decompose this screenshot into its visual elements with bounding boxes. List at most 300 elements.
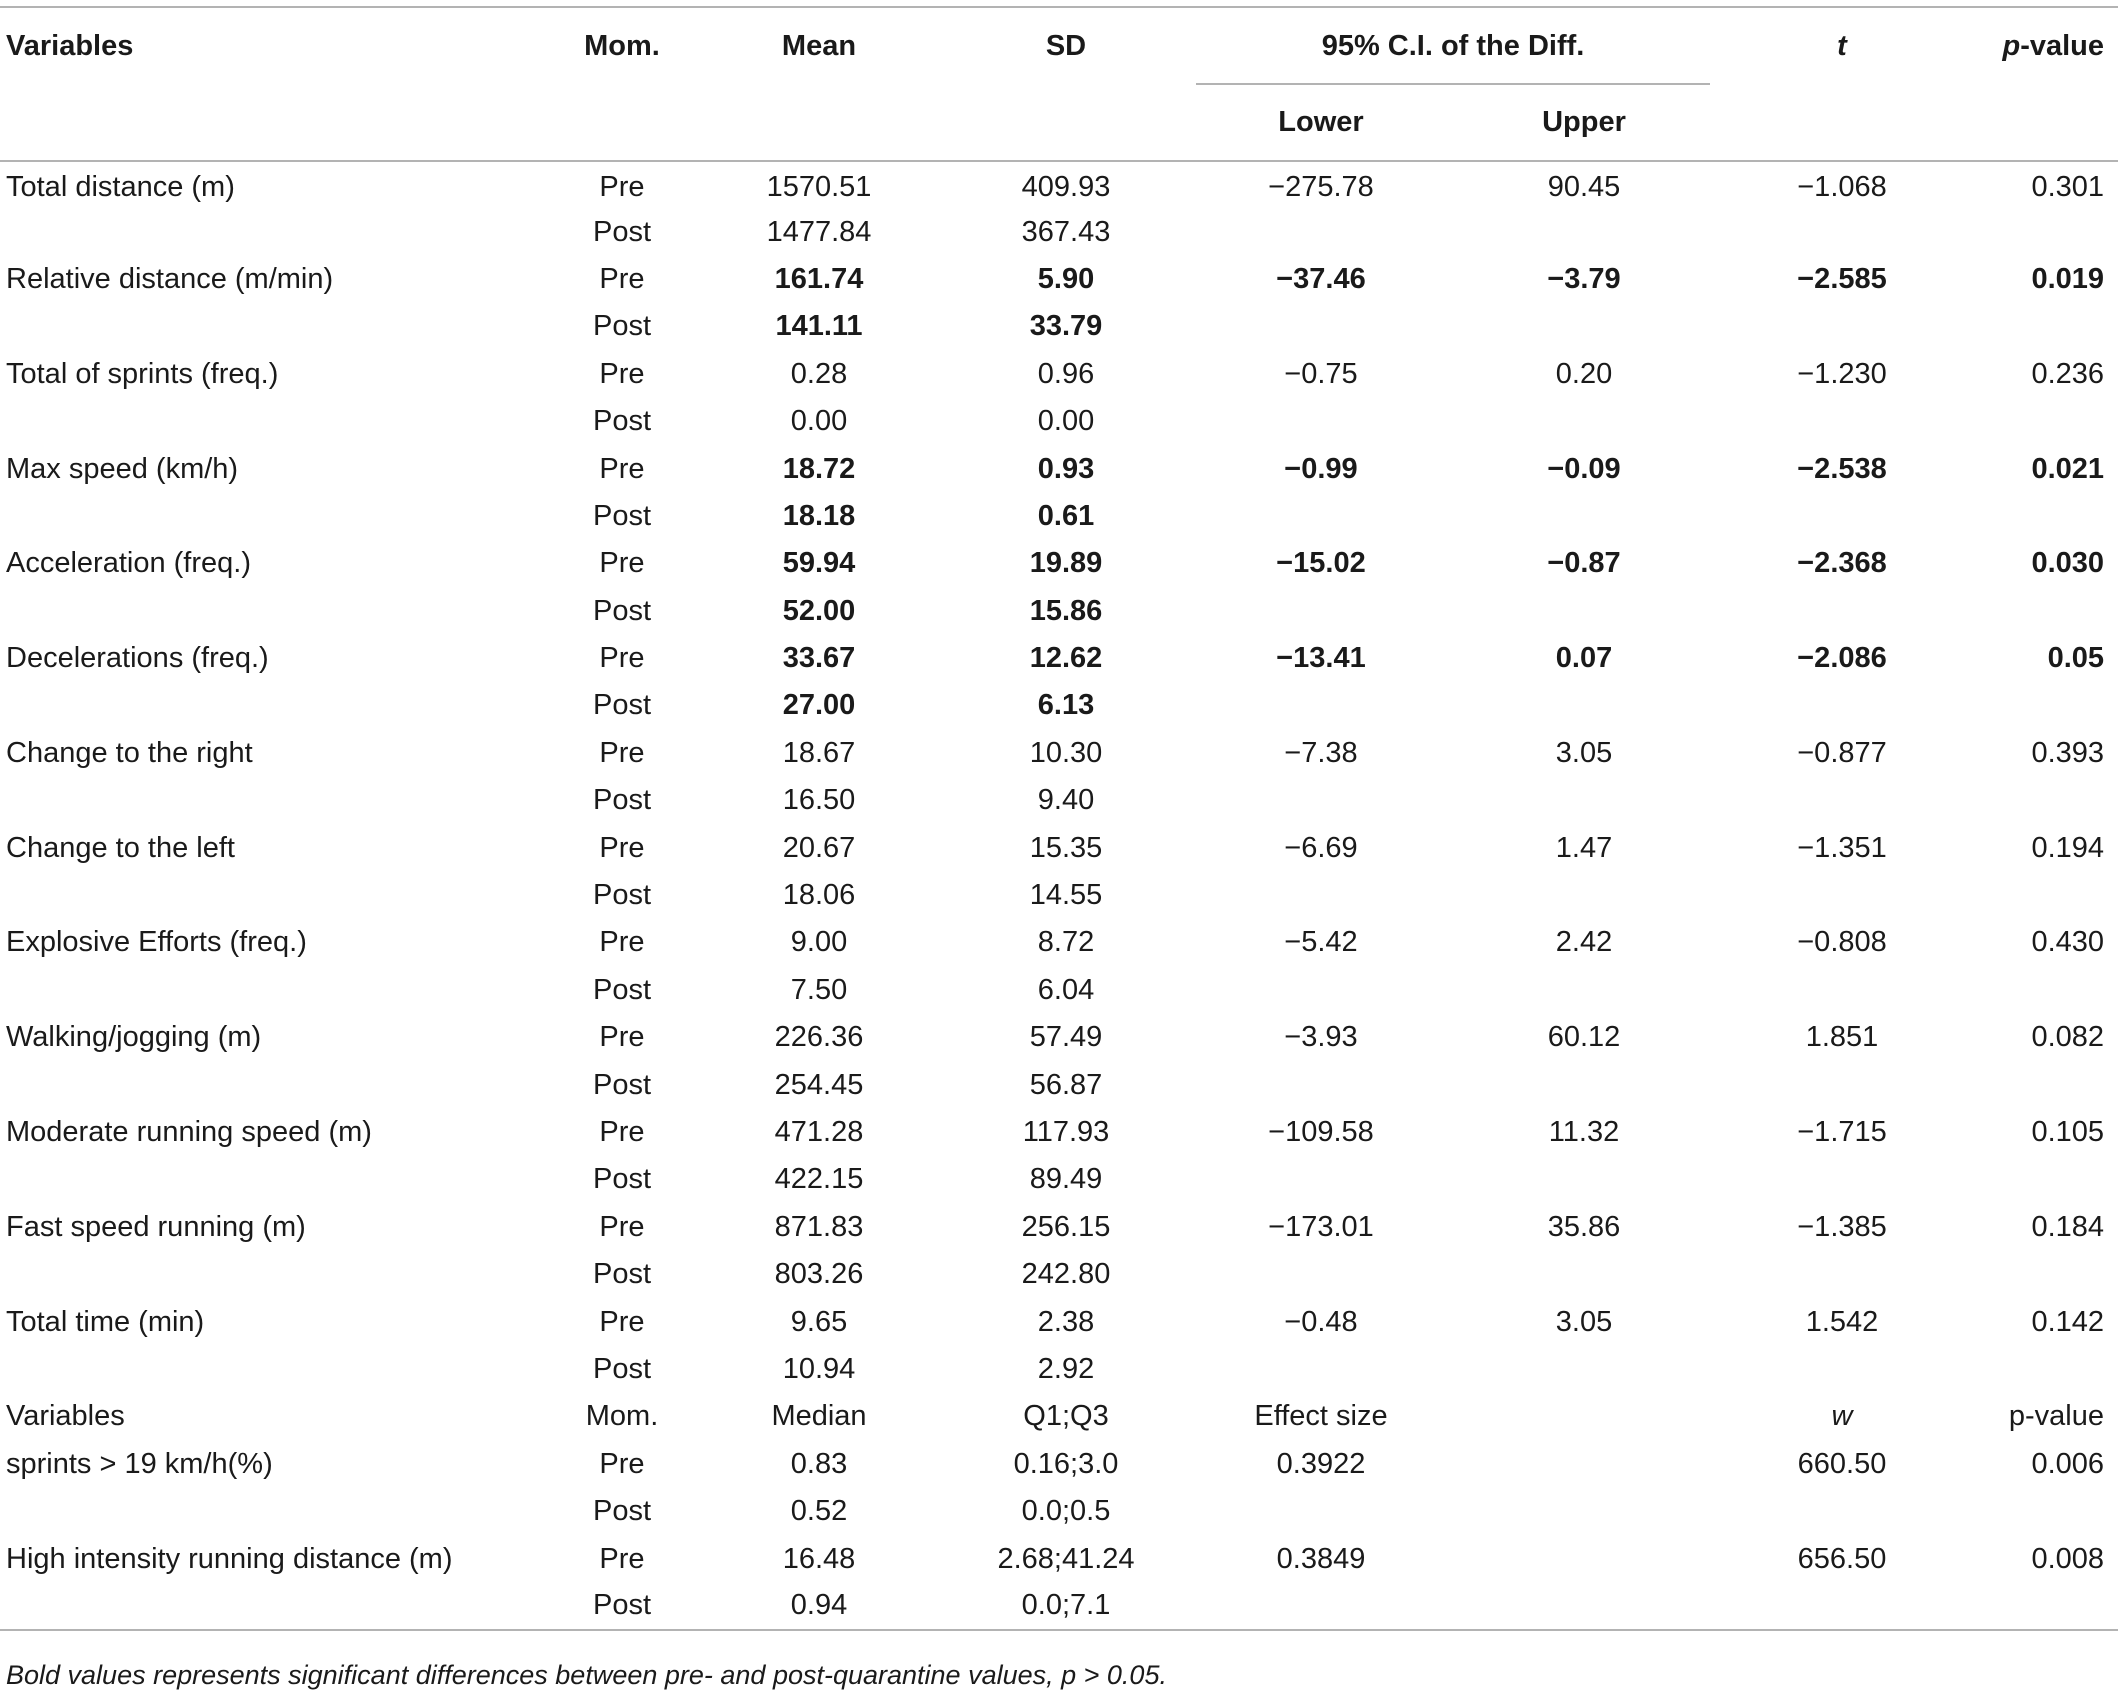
cell-variable: Variables: [6, 1400, 125, 1433]
cell-mean: 254.45: [774, 1068, 864, 1101]
table-row: [0, 303, 2118, 350]
cell-ci-lower: −0.75: [1284, 357, 1358, 390]
cell-t: [1716, 493, 1968, 540]
cell-p-value: 0.021: [2031, 452, 2105, 485]
cell-moment: Post: [592, 973, 652, 1006]
cell-ci-upper: 1.47: [1555, 831, 1613, 864]
table-row: [0, 161, 2118, 208]
cell-variable: [0, 682, 548, 729]
cell-variable: [0, 1488, 548, 1535]
cell-t: [1716, 208, 1968, 255]
cell-p-value: [1968, 967, 2118, 1014]
cell-mean: Median: [771, 1400, 867, 1433]
cell-moment: Pre: [599, 736, 645, 769]
cell-ci-lower: −6.69: [1284, 831, 1358, 864]
cell-ci-lower: [1190, 1583, 1452, 1630]
cell-sd: 2.92: [1037, 1352, 1095, 1385]
cell-variable: [0, 777, 548, 824]
cell-t: −1.068: [1797, 170, 1887, 203]
cell-mean: 471.28: [774, 1116, 864, 1148]
cell-ci-lower: −3.93: [1284, 1021, 1358, 1054]
cell-moment: Post: [592, 499, 652, 532]
cell-sd: 8.72: [1037, 926, 1095, 959]
cell-variable: Relative distance (m/min): [6, 262, 334, 295]
cell-p-value: [1968, 1251, 2118, 1298]
cell-t: −1.230: [1797, 357, 1887, 390]
cell-mean: 871.83: [774, 1210, 864, 1243]
cell-variable: Walking/jogging (m): [6, 1021, 262, 1054]
cell-ci-lower: Effect size: [1254, 1400, 1388, 1433]
table-row: [0, 635, 2118, 682]
cell-mean: 18.72: [782, 452, 856, 485]
cell-ci-lower: −37.46: [1276, 262, 1366, 295]
cell-moment: Mom.: [585, 1400, 659, 1433]
cell-ci-lower: [1190, 303, 1452, 350]
table-row: [0, 351, 2118, 398]
cell-t: 1.851: [1805, 1021, 1879, 1054]
cell-moment: Pre: [599, 926, 645, 959]
cell-p-value: [1968, 588, 2118, 635]
cell-variable: sprints > 19 km/h(%): [6, 1447, 273, 1480]
cell-p-value: 0.105: [2031, 1116, 2105, 1148]
cell-ci-upper: −3.79: [1547, 262, 1621, 295]
cell-mean: 16.48: [782, 1542, 856, 1575]
header-blank: [696, 84, 942, 161]
cell-variable: Max speed (km/h): [6, 452, 239, 485]
cell-moment: Pre: [599, 452, 645, 485]
cell-ci-lower: −7.38: [1284, 736, 1358, 769]
cell-sd: 89.49: [1029, 1163, 1103, 1196]
table-row: [0, 1583, 2118, 1630]
header-blank: [0, 84, 548, 161]
cell-sd: 0.96: [1037, 357, 1095, 390]
header-variables: Variables: [6, 29, 134, 62]
cell-t: [1716, 588, 1968, 635]
cell-ci-upper: [1452, 398, 1716, 445]
cell-sd: 12.62: [1029, 642, 1103, 675]
cell-mean: 0.94: [790, 1589, 848, 1622]
header-blank: [1968, 84, 2118, 161]
header-p-value: [1968, 7, 2118, 84]
table-row: [0, 824, 2118, 871]
header-ci-underline: [1196, 83, 1710, 85]
cell-t: −1.385: [1797, 1210, 1887, 1243]
cell-variable: Total of sprints (freq.): [6, 357, 279, 390]
cell-p-value: 0.430: [2031, 926, 2105, 959]
cell-sd: 9.40: [1037, 784, 1095, 817]
cell-sd: 33.79: [1029, 310, 1103, 343]
cell-ci-lower: [1190, 588, 1452, 635]
cell-ci-upper: [1452, 1251, 1716, 1298]
cell-sd: 0.16;3.0: [1013, 1447, 1119, 1480]
cell-p-value: [1968, 1156, 2118, 1203]
cell-mean: 59.94: [782, 547, 856, 580]
header-ci: [1190, 7, 1716, 84]
table-header: [0, 7, 2118, 161]
cell-ci-lower: −13.41: [1276, 642, 1366, 675]
cell-ci-lower: −275.78: [1268, 170, 1374, 203]
cell-sd: 6.04: [1037, 973, 1095, 1006]
cell-ci-upper: 0.20: [1555, 357, 1613, 390]
table-row: [0, 445, 2118, 492]
cell-variable: High intensity running distance (m): [6, 1542, 453, 1575]
cell-moment: Pre: [599, 262, 645, 295]
cell-ci-lower: −5.42: [1284, 926, 1358, 959]
header-ci-label: 95% C.I. of the Diff.: [1321, 29, 1585, 62]
cell-sd: 409.93: [1021, 170, 1111, 203]
cell-sd: Q1;Q3: [1023, 1400, 1109, 1433]
table-row: [0, 1535, 2118, 1582]
header-blank: [548, 84, 696, 161]
cell-sd: 0.0;0.5: [1021, 1495, 1111, 1528]
cell-p-value: [1968, 1488, 2118, 1535]
cell-mean: 9.65: [790, 1305, 848, 1338]
table-row: [0, 730, 2118, 777]
cell-sd: 0.0;7.1: [1021, 1589, 1111, 1622]
cell-mean: 0.52: [790, 1495, 848, 1528]
cell-sd: 0.00: [1037, 405, 1095, 438]
table-row: [0, 1346, 2118, 1393]
cell-variable: [0, 303, 548, 350]
cell-t: [1716, 1061, 1968, 1108]
table-row: [0, 919, 2118, 966]
cell-ci-lower: 0.3849: [1276, 1542, 1366, 1575]
cell-p-value: [1968, 1061, 2118, 1108]
cell-p-value: p-value: [2008, 1400, 2105, 1433]
cell-t: w: [1831, 1400, 1853, 1433]
cell-t: −2.086: [1797, 642, 1887, 675]
cell-ci-lower: −0.48: [1284, 1305, 1358, 1338]
cell-mean: 1477.84: [766, 215, 872, 248]
cell-mean: 16.50: [782, 784, 856, 817]
cell-mean: 20.67: [782, 831, 856, 864]
table-row: [0, 872, 2118, 919]
table-row: [0, 398, 2118, 445]
cell-ci-lower: [1190, 1346, 1452, 1393]
cell-ci-upper: [1452, 872, 1716, 919]
header-blank: [942, 84, 1190, 161]
cell-variable: [0, 493, 548, 540]
cell-mean: 141.11: [775, 310, 863, 343]
cell-t: [1716, 398, 1968, 445]
table-row: [0, 588, 2118, 635]
cell-mean: 161.74: [774, 262, 864, 295]
cell-p-value: 0.142: [2031, 1305, 2105, 1338]
cell-moment: Pre: [599, 831, 645, 864]
cell-t: [1716, 1251, 1968, 1298]
cell-variable: Change to the left: [6, 831, 235, 864]
cell-t: −2.585: [1797, 262, 1887, 295]
cell-ci-lower: −15.02: [1276, 547, 1366, 580]
cell-variable: [0, 398, 548, 445]
cell-moment: Pre: [599, 1021, 645, 1054]
cell-p-value: 0.019: [2031, 262, 2105, 295]
cell-p-value: 0.082: [2031, 1021, 2105, 1054]
cell-moment: Post: [592, 1352, 652, 1385]
cell-p-value: 0.05: [2047, 642, 2105, 675]
cell-t: −0.877: [1797, 736, 1887, 769]
table-row: [0, 493, 2118, 540]
cell-sd: 2.38: [1037, 1305, 1095, 1338]
cell-p-value: 0.184: [2031, 1210, 2105, 1243]
cell-variable: [0, 1061, 548, 1108]
cell-sd: 242.80: [1021, 1258, 1111, 1291]
cell-t: [1716, 967, 1968, 1014]
header-p-letter: p: [2002, 29, 2021, 62]
cell-moment: Post: [592, 405, 652, 438]
table-row: [0, 1061, 2118, 1108]
cell-t: 660.50: [1797, 1447, 1887, 1480]
table-row: [0, 1251, 2118, 1298]
cell-moment: Post: [592, 215, 652, 248]
cell-mean: 7.50: [790, 973, 848, 1006]
cell-moment: Pre: [599, 357, 645, 390]
cell-ci-lower: [1190, 872, 1452, 919]
cell-ci-lower: −0.99: [1284, 452, 1358, 485]
cell-sd: 367.43: [1021, 215, 1111, 248]
cell-moment: Post: [592, 879, 652, 912]
table-row: [0, 540, 2118, 587]
cell-t: [1716, 1583, 1968, 1630]
cell-ci-upper: 0.07: [1555, 642, 1613, 675]
cell-sd: 2.68;41.24: [997, 1542, 1135, 1575]
cell-p-value: [1968, 303, 2118, 350]
header-mom: Mom.: [584, 29, 660, 62]
cell-mean: 803.26: [774, 1258, 864, 1291]
cell-mean: 27.00: [782, 689, 856, 722]
header-lower: Lower: [1278, 105, 1364, 138]
cell-ci-upper: 60.12: [1547, 1021, 1621, 1054]
cell-sd: 0.61: [1037, 499, 1095, 532]
cell-ci-upper: [1452, 303, 1716, 350]
header-blank: [1716, 84, 1968, 161]
cell-t: [1716, 303, 1968, 350]
table-row: [0, 1204, 2118, 1251]
table-row: [0, 682, 2118, 729]
cell-ci-lower: −173.01: [1268, 1210, 1374, 1243]
cell-p-value: [1968, 208, 2118, 255]
cell-moment: Pre: [599, 642, 645, 675]
cell-variable: Moderate running speed (m): [6, 1116, 372, 1148]
cell-variable: Decelerations (freq.): [6, 642, 269, 675]
cell-p-value: 0.393: [2031, 736, 2105, 769]
cell-sd: 6.13: [1037, 689, 1095, 722]
table-footnote: Bold values represents significant differences between pre- and post-quarantine values, p > 0.05.: [6, 1660, 1167, 1690]
cell-t: [1716, 1488, 1968, 1535]
cell-moment: Post: [592, 1495, 652, 1528]
cell-mean: 18.18: [782, 499, 856, 532]
cell-variable: Acceleration (freq.): [6, 547, 251, 580]
results-table: [0, 6, 2118, 1631]
cell-ci-upper: [1452, 493, 1716, 540]
table-row: [0, 1156, 2118, 1203]
cell-mean: 18.06: [782, 879, 856, 912]
cell-ci-upper: [1452, 1583, 1716, 1630]
cell-sd: 19.89: [1029, 547, 1103, 580]
cell-ci-upper: 3.05: [1555, 1305, 1613, 1338]
cell-p-value: [1968, 777, 2118, 824]
cell-moment: Post: [592, 1068, 652, 1101]
cell-mean: 422.15: [774, 1163, 864, 1196]
cell-ci-lower: [1190, 493, 1452, 540]
cell-sd: 15.35: [1029, 831, 1103, 864]
cell-moment: Post: [592, 310, 652, 343]
cell-mean: 9.00: [790, 926, 848, 959]
cell-sd: 117.93: [1022, 1116, 1110, 1148]
cell-t: −2.368: [1797, 547, 1887, 580]
cell-ci-lower: [1190, 777, 1452, 824]
cell-sd: 56.87: [1029, 1068, 1103, 1101]
cell-sd: 57.49: [1029, 1021, 1103, 1054]
table-row: [0, 208, 2118, 255]
header-upper: Upper: [1542, 105, 1626, 138]
cell-moment: Pre: [599, 1210, 645, 1243]
cell-moment: Post: [592, 1589, 652, 1622]
cell-sd: 10.30: [1029, 736, 1103, 769]
cell-ci-lower: [1190, 1061, 1452, 1108]
cell-ci-upper: 2.42: [1555, 926, 1613, 959]
cell-variable: [0, 967, 548, 1014]
cell-p-value: [1968, 1346, 2118, 1393]
cell-mean: 52.00: [782, 594, 856, 627]
cell-variable: [0, 588, 548, 635]
cell-mean: 0.28: [790, 357, 848, 390]
cell-ci-upper: [1452, 1156, 1716, 1203]
cell-ci-lower: 0.3922: [1276, 1447, 1366, 1480]
cell-sd: 0.93: [1037, 452, 1095, 485]
cell-ci-lower: [1190, 1156, 1452, 1203]
cell-p-value: [1968, 1583, 2118, 1630]
cell-sd: 14.55: [1029, 879, 1103, 912]
table-row: [0, 967, 2118, 1014]
cell-t: [1716, 872, 1968, 919]
cell-variable: [0, 1346, 548, 1393]
header-t: t: [1837, 29, 1847, 62]
cell-p-value: [1968, 493, 2118, 540]
cell-variable: [0, 208, 548, 255]
cell-p-value: 0.236: [2031, 357, 2105, 390]
cell-t: −1.351: [1797, 831, 1887, 864]
cell-sd: 15.86: [1029, 594, 1103, 627]
cell-ci-lower: −109.58: [1268, 1116, 1374, 1148]
cell-ci-upper: −0.09: [1547, 452, 1621, 485]
cell-t: [1716, 682, 1968, 729]
table-row: [0, 1109, 2118, 1156]
cell-sd: 256.15: [1021, 1210, 1111, 1243]
cell-variable: Change to the right: [6, 736, 253, 769]
table-row: [0, 777, 2118, 824]
cell-moment: Pre: [599, 1447, 645, 1480]
cell-variable: [0, 872, 548, 919]
cell-mean: 0.00: [790, 405, 848, 438]
header-sd: SD: [1045, 29, 1087, 62]
cell-ci-upper: 11.32: [1548, 1116, 1620, 1148]
cell-t: 656.50: [1797, 1542, 1887, 1575]
table-body: [0, 161, 2118, 1630]
cell-ci-upper: 35.86: [1547, 1210, 1621, 1243]
cell-ci-upper: [1452, 682, 1716, 729]
cell-ci-upper: [1452, 208, 1716, 255]
cell-ci-upper: [1452, 967, 1716, 1014]
cell-t: −0.808: [1797, 926, 1887, 959]
cell-t: [1716, 1346, 1968, 1393]
cell-t: −1.715: [1797, 1116, 1887, 1148]
cell-ci-lower: [1190, 682, 1452, 729]
cell-moment: Post: [592, 689, 652, 722]
cell-ci-upper: [1452, 1488, 1716, 1535]
cell-p-value: 0.030: [2031, 547, 2105, 580]
cell-ci-upper: 3.05: [1555, 736, 1613, 769]
cell-ci-upper: −0.87: [1547, 547, 1621, 580]
cell-ci-upper: [1452, 1393, 1716, 1440]
cell-ci-lower: [1190, 398, 1452, 445]
cell-variable: [0, 1156, 548, 1203]
cell-t: [1716, 777, 1968, 824]
cell-p-value: [1968, 398, 2118, 445]
cell-t: −2.538: [1797, 452, 1887, 485]
cell-moment: Post: [592, 784, 652, 817]
cell-p-value: [1968, 872, 2118, 919]
cell-ci-lower: [1190, 208, 1452, 255]
cell-ci-upper: [1452, 1441, 1716, 1488]
cell-ci-lower: [1190, 1488, 1452, 1535]
cell-ci-lower: [1190, 967, 1452, 1014]
header-p-suffix: -value: [2020, 29, 2105, 62]
cell-variable: [0, 1583, 548, 1630]
cell-ci-upper: 90.45: [1547, 170, 1621, 203]
cell-t: 1.542: [1805, 1305, 1879, 1338]
cell-ci-upper: [1452, 1535, 1716, 1582]
cell-p-value: [1968, 682, 2118, 729]
table-row: [0, 1441, 2118, 1488]
cell-ci-upper: [1452, 777, 1716, 824]
cell-moment: Pre: [599, 1116, 645, 1148]
cell-p-value: 0.008: [2031, 1542, 2105, 1575]
table-row: [0, 256, 2118, 303]
cell-p-value: 0.301: [2031, 170, 2105, 203]
cell-ci-upper: [1452, 1346, 1716, 1393]
cell-variable: Explosive Efforts (freq.): [6, 926, 307, 959]
cell-moment: Pre: [599, 170, 645, 203]
cell-variable: [0, 1251, 548, 1298]
cell-ci-lower: [1190, 1251, 1452, 1298]
cell-mean: 1570.51: [766, 170, 872, 203]
table-row: [0, 1488, 2118, 1535]
table-row: [0, 1393, 2118, 1440]
cell-moment: Pre: [599, 547, 645, 580]
cell-t: [1716, 1156, 1968, 1203]
cell-ci-upper: [1452, 588, 1716, 635]
cell-moment: Pre: [599, 1542, 645, 1575]
table-row: [0, 1014, 2118, 1061]
cell-p-value: 0.194: [2031, 831, 2105, 864]
cell-moment: Post: [592, 1258, 652, 1291]
cell-mean: 10.94: [782, 1352, 856, 1385]
header-mean: Mean: [781, 29, 857, 62]
cell-sd: 5.90: [1037, 262, 1095, 295]
cell-variable: Total time (min): [6, 1305, 205, 1338]
cell-ci-upper: [1452, 1061, 1716, 1108]
cell-moment: Pre: [599, 1305, 645, 1338]
cell-mean: 33.67: [782, 642, 856, 675]
cell-moment: Post: [592, 1163, 652, 1196]
table-row: [0, 1298, 2118, 1345]
cell-variable: Total distance (m): [6, 170, 235, 203]
cell-variable: Fast speed running (m): [6, 1210, 306, 1243]
cell-p-value: 0.006: [2031, 1447, 2105, 1480]
cell-moment: Post: [592, 594, 652, 627]
cell-mean: 0.83: [790, 1447, 848, 1480]
